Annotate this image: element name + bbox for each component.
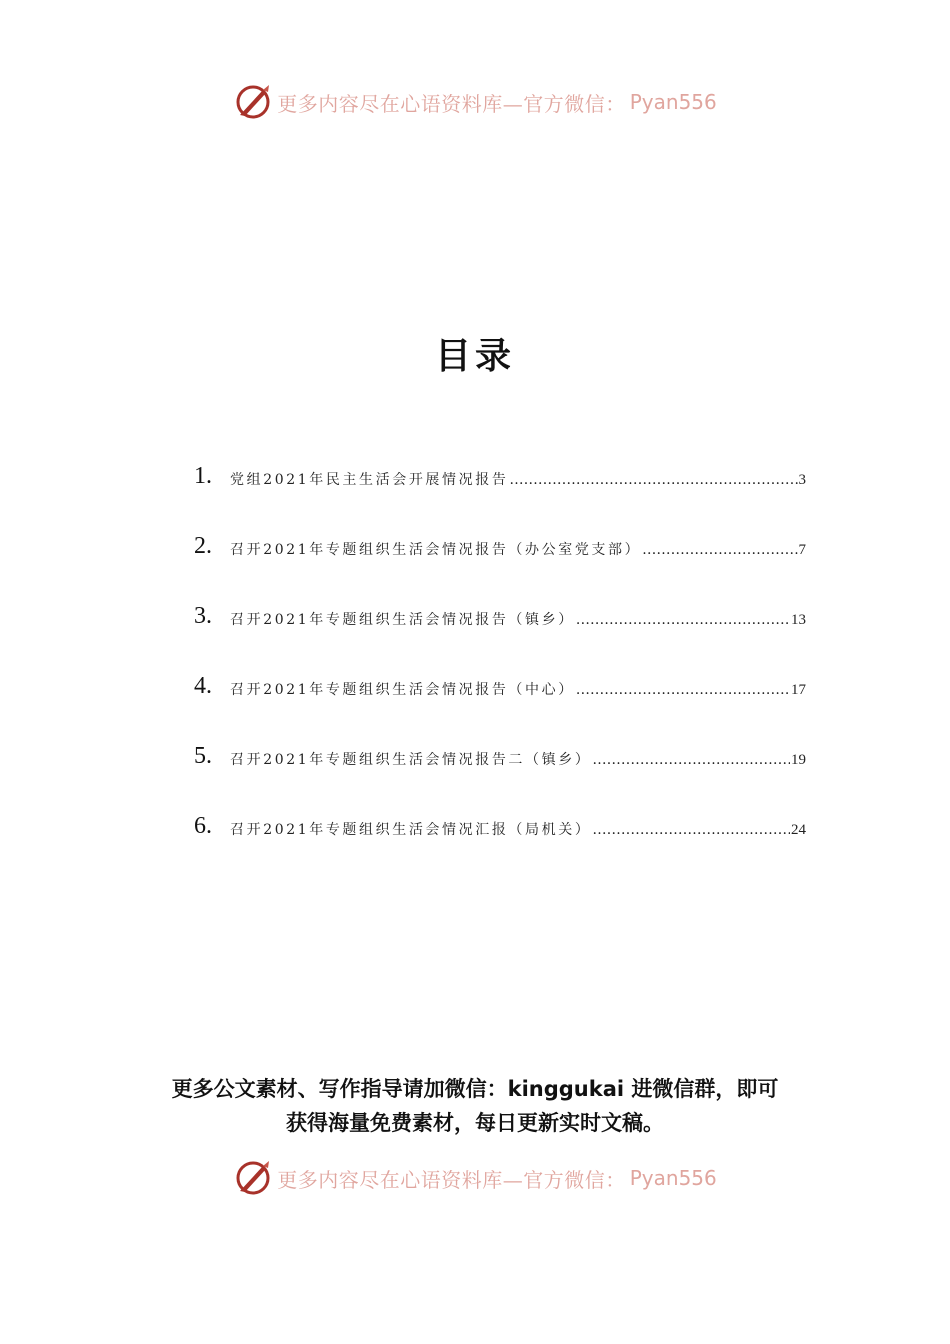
page-title: 目录 [434, 335, 515, 378]
toc-item-title: 党组2021年民主生活会开展情况报告 [230, 472, 509, 488]
watermark-wechat-id: Pyan556 [629, 90, 717, 114]
table-of-contents [194, 460, 806, 880]
toc-dot-leader [592, 752, 790, 768]
toc-dot-leader [576, 612, 790, 628]
toc-item-page: 24 [791, 822, 806, 838]
toc-entry [230, 530, 806, 559]
toc-item-number: 6. [194, 813, 212, 839]
watermark-group [233, 82, 717, 122]
toc-entry [230, 460, 806, 489]
toc-item-page: 3 [798, 472, 806, 488]
toc-item-3[interactable] [194, 600, 806, 670]
toc-dot-leader [642, 542, 797, 558]
toc-item-4[interactable] [194, 670, 806, 740]
watermark-group [233, 1158, 717, 1198]
toc-item-number: 1. [194, 463, 212, 489]
toc-item-title: 召开2021年专题组织生活会情况报告（办公室党支部） [230, 542, 642, 558]
watermark-wechat-id: Pyan556 [629, 1166, 717, 1190]
toc-item-title: 召开2021年专题组织生活会情况汇报（局机关） [230, 822, 592, 838]
toc-item-page: 7 [798, 542, 806, 558]
footer-watermark [0, 1156, 950, 1200]
watermark-text: 更多内容尽在心语资料库—官方微信： [277, 91, 626, 116]
toc-item-number: 5. [194, 743, 212, 769]
promo-line-2: 获得海量免费素材，每日更新实时文稿。 [286, 1111, 664, 1135]
toc-item-2[interactable] [194, 530, 806, 600]
toc-entry [230, 810, 806, 839]
toc-item-title: 召开2021年专题组织生活会情况报告（镇乡） [230, 612, 575, 628]
toc-dot-leader [509, 472, 797, 488]
toc-entry [230, 670, 806, 699]
toc-item-number: 4. [194, 673, 212, 699]
quill-pen-logo-icon [233, 82, 273, 122]
toc-item-5[interactable] [194, 740, 806, 810]
toc-item-title: 召开2021年专题组织生活会情况报告（中心） [230, 682, 575, 698]
toc-item-number: 3. [194, 603, 212, 629]
toc-entry [230, 600, 806, 629]
promo-line-1: 更多公文素材、写作指导请加微信：kinggukai 进微信群，即可 [171, 1077, 779, 1101]
header-watermark [0, 80, 950, 124]
toc-dot-leader [592, 822, 790, 838]
toc-item-1[interactable] [194, 460, 806, 530]
toc-item-6[interactable] [194, 810, 806, 880]
promo-text [0, 1072, 950, 1140]
toc-dot-leader [576, 682, 790, 698]
toc-item-title: 召开2021年专题组织生活会情况报告二（镇乡） [230, 752, 592, 768]
toc-item-page: 19 [791, 752, 806, 768]
toc-item-page: 17 [791, 682, 806, 698]
toc-item-number: 2. [194, 533, 212, 559]
quill-pen-logo-icon [233, 1158, 273, 1198]
toc-item-page: 13 [791, 612, 806, 628]
toc-entry [230, 740, 806, 769]
watermark-text: 更多内容尽在心语资料库—官方微信： [277, 1167, 626, 1192]
